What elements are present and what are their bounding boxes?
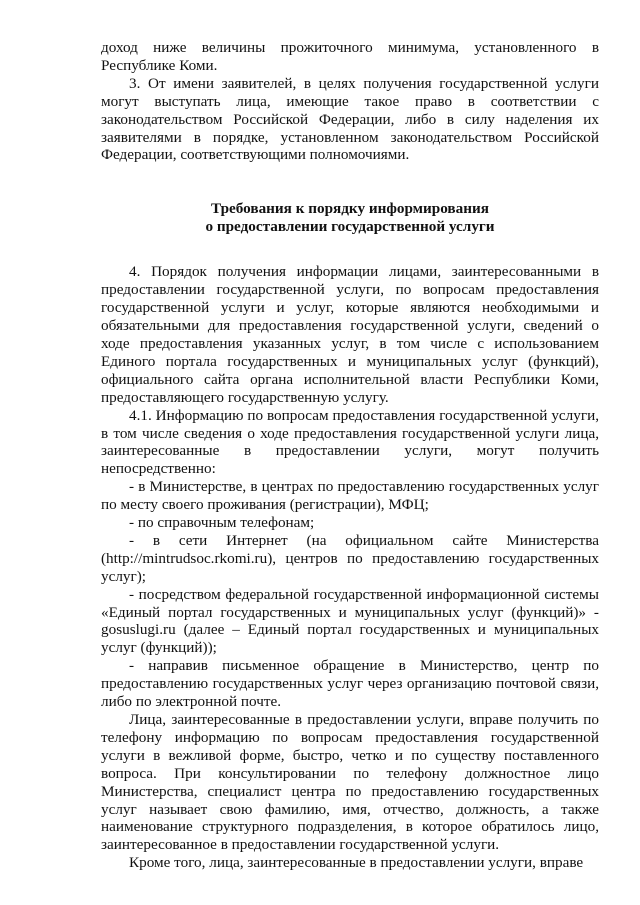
section-heading-line-1: Требования к порядку информирования bbox=[211, 200, 489, 218]
paragraph-additionally: Кроме того, лица, заинтересованные в предоставлении услуги, вправе bbox=[129, 854, 584, 872]
document-page bbox=[101, 39, 599, 872]
section-heading-line-2: о предоставлении государственной услуги bbox=[205, 218, 495, 236]
paragraph-income-threshold: доход ниже величины прожиточного минимума, установленного в Республике Коми. bbox=[101, 39, 599, 74]
list-item-ministry-centers: - в Министерстве, в центрах по предоставлению государственных услуг по месту своего проживания (регистрации), МФЦ; bbox=[101, 478, 599, 514]
list-item-internet: - в сети Интернет (на официальном сайте Министерства (http://mintrudsoc.rkomi.ru), центров по предоставлению государственных услуг); bbox=[101, 531, 599, 585]
paragraph-item-3-representatives: 3. От имени заявителей, в целях получения государственной услуги могут выступать лица, имеющие такое право в соответствии с законодательством Российской Федерации, либо в силу наделения их заявителями в порядке, установленном законодательством Российской Федерации, соответствующими полномочиями. bbox=[101, 74, 599, 164]
list-item-written-request: - направив письменное обращение в Министерство, центр по предоставлению государственных услуг через организацию почтовой связи, либо по электронной почте. bbox=[101, 657, 599, 711]
paragraph-item-4-information-procedure: 4. Порядок получения информации лицами, заинтересованными в предоставлении государственной услуги, по вопросам предоставления государственной услуги и услуг, которые являются необходимыми и обязательными для предоставления государственной услуги, сведений о ходе предоставления указанных услуг, в том числе с использованием Единого портала государственных и муниципальных услуг (функций), официального сайта органа исполнительной власти Республики Коми, предоставляющего государственную услугу. bbox=[101, 263, 599, 406]
paragraph-item-4-1-information-sources: 4.1. Информацию по вопросам предоставления государственной услуги, в том числе сведения о ходе предоставления государственной услуги лица, заинтересованные в предоставлении услуги, могут получить непосредственно: bbox=[101, 406, 599, 478]
section-heading bbox=[101, 200, 599, 236]
list-item-phones: - по справочным телефонам; bbox=[129, 514, 315, 532]
paragraph-phone-consultation: Лица, заинтересованные в предоставлении услуги, вправе получить по телефону информацию по вопросам предоставления государственной услуги в вежливой форме, быстро, четко и по существу поставленного вопроса. При консультировании по телефону должностное лицо Министерства, специалист центра по предоставлению государственных услуг называет свою фамилию, имя, отчество, должность, а также наименование структурного подразделения, в которое обратилось лицо, заинтересованное в предоставлении государственной услуги. bbox=[101, 711, 599, 854]
list-item-gosuslugi-portal: - посредством федеральной государственной информационной системы «Единый портал государственных и муниципальных услуг (функций)» - gosuslugi.ru (далее – Единый портал государственных и муниципальных услуг (функций)); bbox=[101, 585, 599, 657]
